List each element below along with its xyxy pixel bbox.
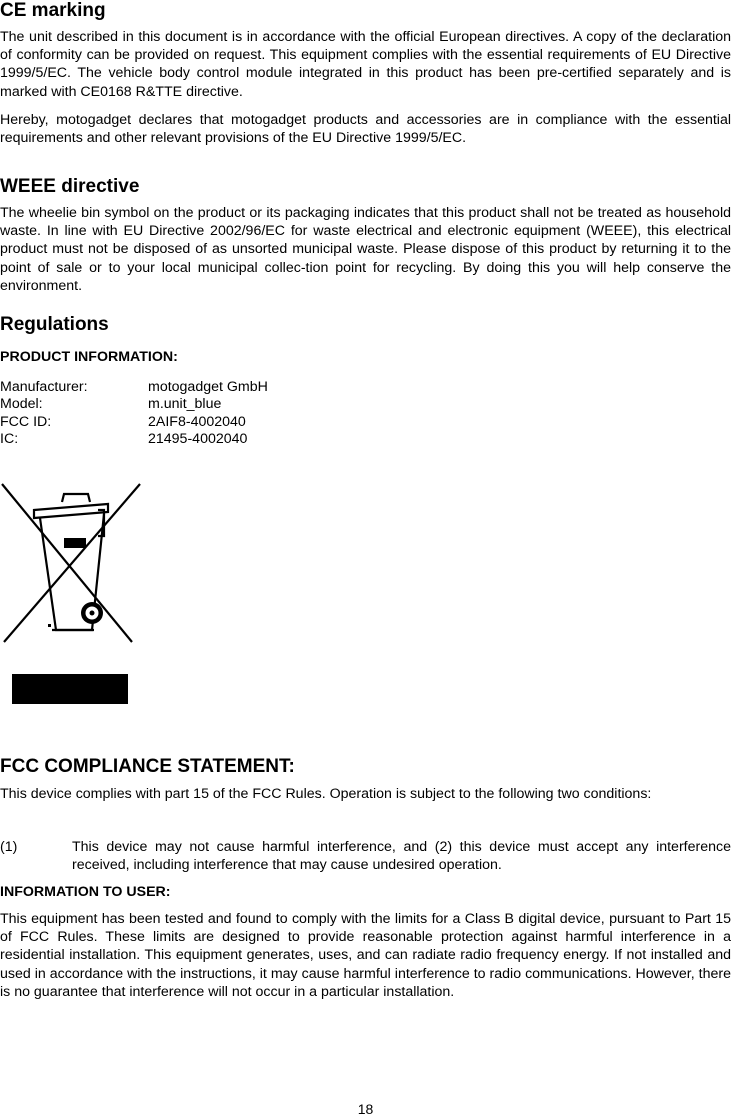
page-number: 18 — [357, 1101, 374, 1117]
fcc-condition-text: This device may not cause harmful interference, and (2) this device must accept any interference received, including interference that may cause undesired operation. — [72, 839, 731, 874]
crossed-out-wheelie-bin-icon — [0, 480, 142, 710]
information-to-user-label: INFORMATION TO USER: — [0, 884, 171, 900]
fcc-intro: This device complies with part 15 of the FCC Rules. Operation is subject to the following two conditions: — [0, 786, 652, 802]
info-value: 21495-4002040 — [148, 431, 248, 448]
fcc-condition-item — [0, 838, 731, 874]
fcc-condition-number: (1) — [0, 839, 18, 855]
info-value: 2AIF8-4002040 — [148, 413, 246, 430]
info-row-manufacturer — [0, 379, 268, 396]
fcc-heading: FCC COMPLIANCE STATEMENT: — [0, 756, 295, 777]
weee-heading: WEEE directive — [0, 176, 140, 197]
info-value: motogadget GmbH — [148, 379, 268, 395]
weee-paragraph: The wheelie bin symbol on the product or its packaging indicates that this product shall not be treated as household waste. In line with EU Directive 2002/96/EC for waste electrical and electronic equipment (WEEE), this electrical product must not be disposed of as unsorted municipal waste. Please dispose of this product by returning it to the point of sale or to your local municipal collec-tion point for recycling. By doing this you will help conserve the environment. — [0, 205, 731, 294]
info-key: IC: — [0, 431, 19, 448]
info-row-ic — [0, 431, 268, 448]
info-row-fcc-id — [0, 414, 268, 431]
info-key: Manufacturer: — [0, 379, 88, 395]
regulations-heading: Regulations — [0, 314, 109, 335]
information-to-user-text: This equipment has been tested and found to comply with the limits for a Class B digital device, pursuant to Part 15 of FCC Rules. These limits are designed to provide reasonable protection against harmful interference in a residential installation. This equipment generates, uses, and can radiate radio frequency energy. If not installed and used in accordance with the instructions, it may cause harmful interference to radio communications. However, there is no guarantee that interference will not occur in a particular installation. — [0, 911, 731, 1000]
product-information-label: PRODUCT INFORMATION: — [0, 349, 178, 365]
info-row-model — [0, 396, 268, 413]
ce-paragraph-2: Hereby, motogadget declares that motogadget products and accessories are in compliance with the essential requirements and other relevant provisions of the EU Directive 1999/5/EC. — [0, 112, 731, 147]
info-value: m.unit_blue — [148, 396, 222, 413]
ce-paragraph-1: The unit described in this document is in accordance with the official European directives. A copy of the declaration of conformity can be provided on request. This equipment complies with the essential requirements of EU Directive 1999/5/EC. The vehicle body control module integrated in this product has been pre-certified separately and is marked with CE0168 R&TTE directive. — [0, 29, 731, 100]
info-key: Model: — [0, 396, 43, 413]
info-key: FCC ID: — [0, 413, 52, 430]
product-information-table — [0, 379, 268, 449]
ce-marking-heading: CE marking — [0, 0, 106, 21]
